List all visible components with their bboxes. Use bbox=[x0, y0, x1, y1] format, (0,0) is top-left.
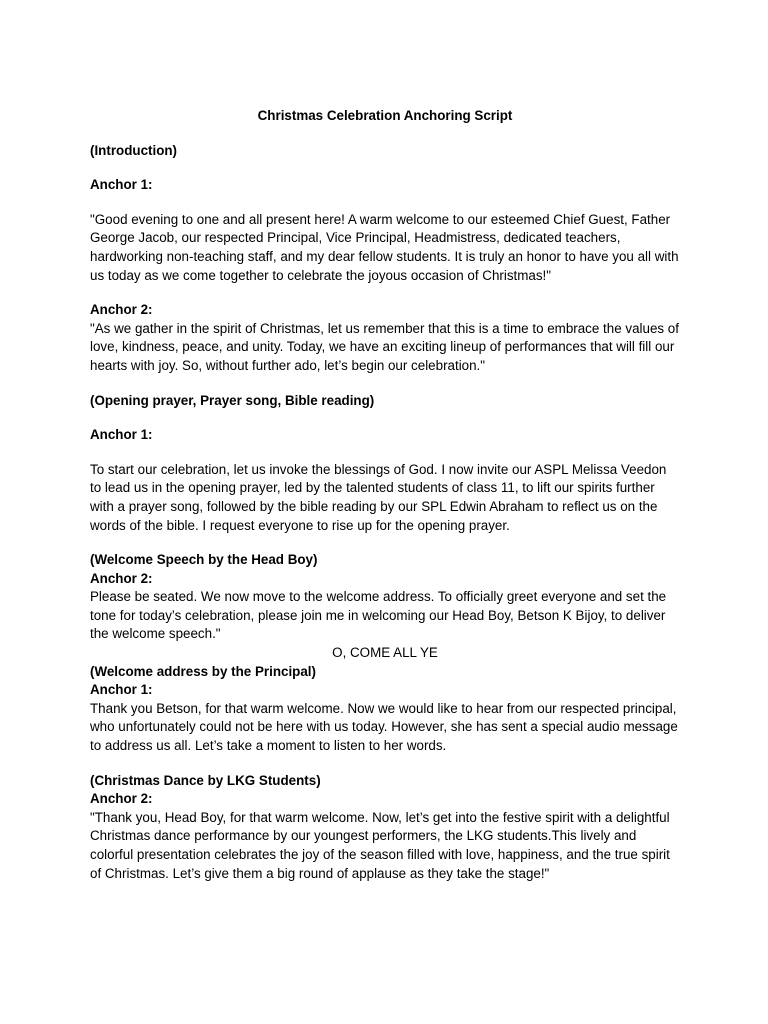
paragraph-welcome-speech: Please be seated. We now move to the welcome address. To officially greet everyone and set the tone for today’s celebration, please join me in welcoming our Head Boy, Betson K Bijoy, to deliver the welcome speech." bbox=[90, 589, 667, 642]
paragraph-intro-spirit: "As we gather in the spirit of Christmas, let us remember that this is a time to embrace the values of love, kindness, peace, and unity. Today, we have an exciting lineup of performances that will fill our hearts with joy. So, without further ado, let’s begin our celebration." bbox=[90, 320, 679, 373]
section-heading-introduction: (Introduction) bbox=[90, 142, 178, 158]
document-page bbox=[90, 107, 680, 883]
section-heading-principal-address: (Welcome address by the Principal) bbox=[90, 663, 316, 679]
document-title: Christmas Celebration Anchoring Script bbox=[257, 108, 513, 123]
section-heading-opening-prayer: (Opening prayer, Prayer song, Bible reading) bbox=[90, 392, 375, 408]
speaker-label: Anchor 2: bbox=[90, 302, 153, 318]
paragraph-intro-welcome: "Good evening to one and all present here! A warm welcome to our esteemed Chief Guest, Father George Jacob, our respected Principal, Vice Principal, Headmistress, dedicated teachers, hardworking non-teaching staff, and my dear fellow students. It is truly an honor to have you all with us today as we come together to celebrate the joyous occasion of Christmas!" bbox=[90, 211, 679, 283]
section-heading-christmas-dance: (Christmas Dance by LKG Students) bbox=[90, 772, 321, 788]
speaker-label: Anchor 1: bbox=[90, 682, 153, 698]
song-title-line: O, COME ALL YE bbox=[332, 645, 438, 661]
speaker-label: Anchor 1: bbox=[90, 427, 153, 443]
section-heading-welcome-speech: (Welcome Speech by the Head Boy) bbox=[90, 552, 318, 568]
speaker-label: Anchor 2: bbox=[90, 570, 153, 586]
paragraph-opening-prayer: To start our celebration, let us invoke the blessings of God. I now invite our ASPL Melissa Veedon to lead us in the opening prayer, led by the talented students of class 11, to lift our spirits further with a prayer song, followed by the bible reading by our SPL Edwin Abraham to reflect us on the words of the bible. I request everyone to rise up for the opening prayer. bbox=[90, 461, 667, 533]
speaker-label: Anchor 1: bbox=[90, 177, 153, 193]
paragraph-principal-address: Thank you Betson, for that warm welcome. Now we would like to hear from our respected principal, who unfortunately could not be here with us today. However, she has sent a special audio message to address us all. Let’s take a moment to listen to her words. bbox=[90, 700, 678, 754]
paragraph-christmas-dance: "Thank you, Head Boy, for that warm welcome. Now, let’s get into the festive spirit with a delightful Christmas dance performance by our youngest performers, the LKG students.This lively and colorful presentation celebrates the joy of the season filled with love, happiness, and the true spirit of Christmas. Let’s give them a big round of applause as they take the stage!" bbox=[90, 809, 670, 881]
speaker-label: Anchor 2: bbox=[90, 791, 153, 807]
